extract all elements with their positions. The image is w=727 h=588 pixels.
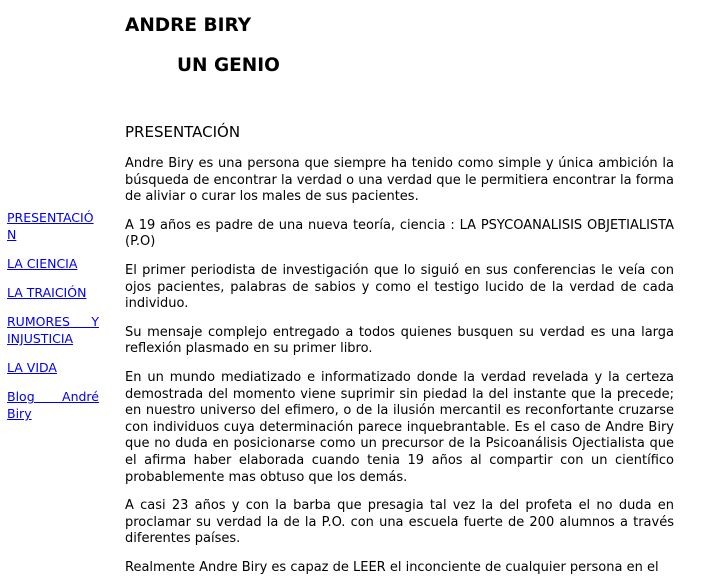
nav-link-presentacion[interactable]: PRESENTACIÓN — [7, 210, 94, 242]
paragraph: Realmente Andre Biry es capaz de LEER el inconciente de cualquier persona en el — [125, 559, 659, 575]
nav-link-rumores-y-injusticia[interactable]: RUMORES Y INJUSTICIA — [7, 314, 99, 346]
paragraph: El primer periodista de investigación que lo siguió en sus conferencias le veía con ojos pacientes, palabras de sabios y como el testigo lucido de la verdad de cada individuo. — [125, 262, 674, 312]
nav-link-la-ciencia[interactable]: LA CIENCIA — [7, 256, 78, 271]
nav-link-la-vida[interactable]: LA VIDA — [7, 360, 57, 375]
section-title: PRESENTACIÓN — [125, 123, 241, 141]
paragraph: Su mensaje complejo entregado a todos quienes busquen su verdad es una larga reflexión plasmado en su primer libro. — [125, 324, 674, 357]
article-body — [125, 156, 674, 588]
nav-link-blog-andre-biry[interactable]: Blog André Biry — [7, 389, 99, 421]
paragraph: Andre Biry es una persona que siempre ha tenido como simple y única ambición la búsqueda de encontrar la verdad o una verdad que le permitiera encontrar la forma de aliviar o curar los males de sus pacientes. — [125, 156, 674, 205]
page-subtitle: UN GENIO — [177, 55, 280, 76]
paragraph: A 19 años es padre de una nueva teoría, ciencia : LA PSYCOANALISIS OBJETIALISTA (P.O) — [125, 217, 674, 250]
paragraph: En un mundo mediatizado e informatizado donde la verdad revelada y la certeza demostrada del momento viene suprimir sin piedad la del instante que la precede; en nuestro universo del efimero, o de la ilusión mercantil es reconfortante cruzarse con individuos cuya determinación parece inquebrantable. Es el caso de Andre Biry que no duda en posicionarse como un precursor de la Psicoanálisis Ojectialista que el afirma haber elaborada cuando tenia 19 años al compartir con un científico probablemente mas obtuso que los demás. — [125, 369, 674, 485]
page-title: ANDRE BIRY — [125, 15, 252, 36]
paragraph: A casi 23 años y con la barba que presagia tal vez la del profeta el no duda en proclamar su verdad la de la P.O. con una escuela fuerte de 200 alumnos a través diferentes países. — [125, 498, 674, 547]
nav-link-la-traicion[interactable]: LA TRAICIÓN — [7, 285, 87, 300]
sidebar-nav — [7, 209, 99, 434]
